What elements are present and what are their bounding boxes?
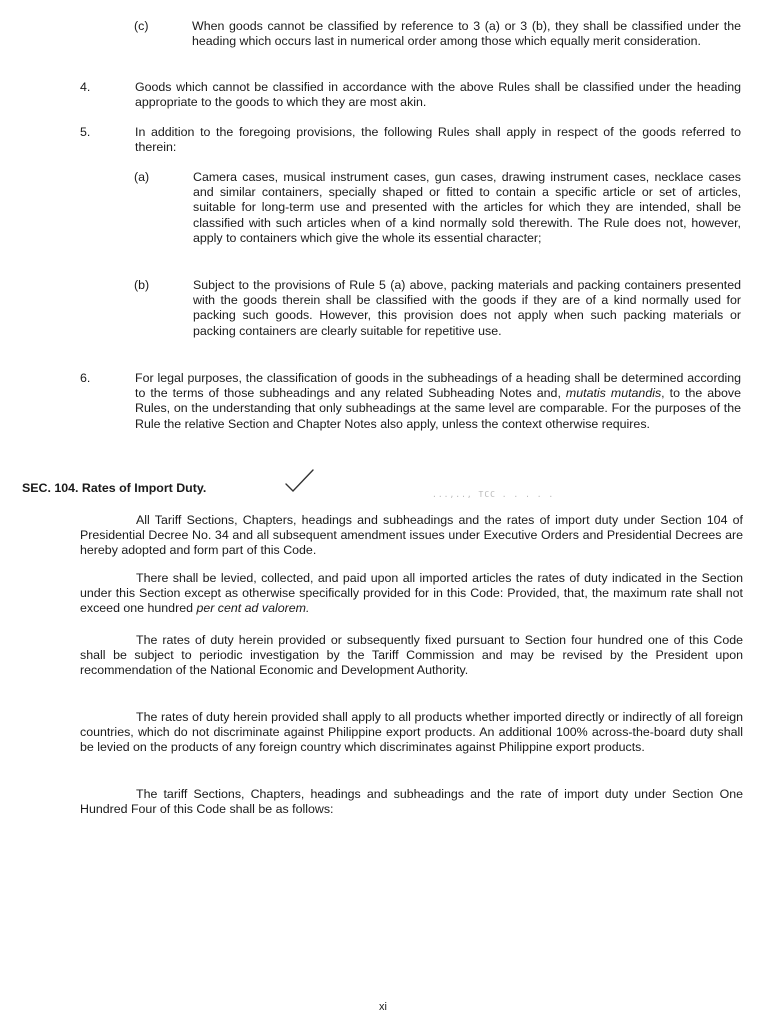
rule-3c-text: When goods cannot be classified by reference to 3 (a) or 3 (b), they shall be classified under the heading which occurs last in numerical order among those which equally merit consideration. <box>192 19 741 49</box>
rule-3c-label: (c) <box>134 19 149 33</box>
faded-stamp: ...,.., TCC . . . . . <box>432 490 555 499</box>
section-heading: SEC. 104. Rates of Import Duty. <box>22 481 207 495</box>
rule-4-text: Goods which cannot be classified in accordance with the above Rules shall be classified under the heading appropriate to the goods to which they are most akin. <box>135 80 741 110</box>
rule-5a-text: Camera cases, musical instrument cases, gun cases, drawing instrument cases, necklace cases and similar containers, specially shaped or fitted to contain a specific article or set of articles, suitable for long-term use and presented with the articles for which they are intended, shall be classified with such articles when of a kind normally sold therewith. The Rule does not, however, apply to containers which give the whole its essential character; <box>193 170 741 245</box>
section-paragraph-1: All Tariff Sections, Chapters, headings and subheadings and the rates of import duty under Section 104 of Presidential Decree No. 34 and all subsequent amendment issues under Executive Orders and Presidential Decrees are hereby adopted and form part of this Code. <box>80 513 743 558</box>
rule-6-text: For legal purposes, the classification of goods in the subheadings of a heading shall be determined according to the terms of those subheadings and any related Subheading Notes and, mutatis mutandis, to the above Rules, on the understanding that only subheadings at the same level are comparable. For the purposes of the Rule the relative Section and Chapter Notes also apply, unless the context otherwise requires. <box>135 371 742 431</box>
rule-5a-label: (a) <box>134 170 150 184</box>
rule-5b-text: Subject to the provisions of Rule 5 (a) above, packing materials and packing containers presented with the goods therein shall be classified with the goods if they are of a kind normally used for packing such goods. However, this provision does not apply when such packing materials or packing containers are clearly suitable for repetitive use. <box>193 278 741 338</box>
rule-5-number: 5. <box>80 125 91 139</box>
checkmark-icon <box>283 466 317 496</box>
rule-5-text: In addition to the foregoing provisions, the following Rules shall apply in respect of the goods referred to therein: <box>135 125 741 155</box>
section-paragraph-4: The rates of duty herein provided shall apply to all products whether imported directly or indirectly of all foreign countries, which do not discriminate against Philippine export products. An additional 100% across-the-board duty shall be levied on the products of any foreign country which discriminates against Philippine export products. <box>80 710 743 755</box>
section-paragraph-5: The tariff Sections, Chapters, headings and subheadings and the rate of import duty under Section One Hundred Four of this Code shall be as follows: <box>80 787 743 817</box>
page-number: xi <box>379 1001 387 1013</box>
section-paragraph-2: There shall be levied, collected, and paid upon all imported articles the rates of duty indicated in the Section under this Section except as otherwise specifically provided for in this Code: Provided, that, the maximum rate shall not exceed one hundred per cent ad valorem. <box>80 571 743 616</box>
rule-5b-label: (b) <box>134 278 150 292</box>
rule-6-number: 6. <box>80 371 91 385</box>
rule-4-number: 4. <box>80 80 91 94</box>
section-paragraph-3: The rates of duty herein provided or subsequently fixed pursuant to Section four hundred one of this Code shall be subject to periodic investigation by the Tariff Commission and may be revised by the President upon recommendation of the National Economic and Development Authority. <box>80 633 743 678</box>
